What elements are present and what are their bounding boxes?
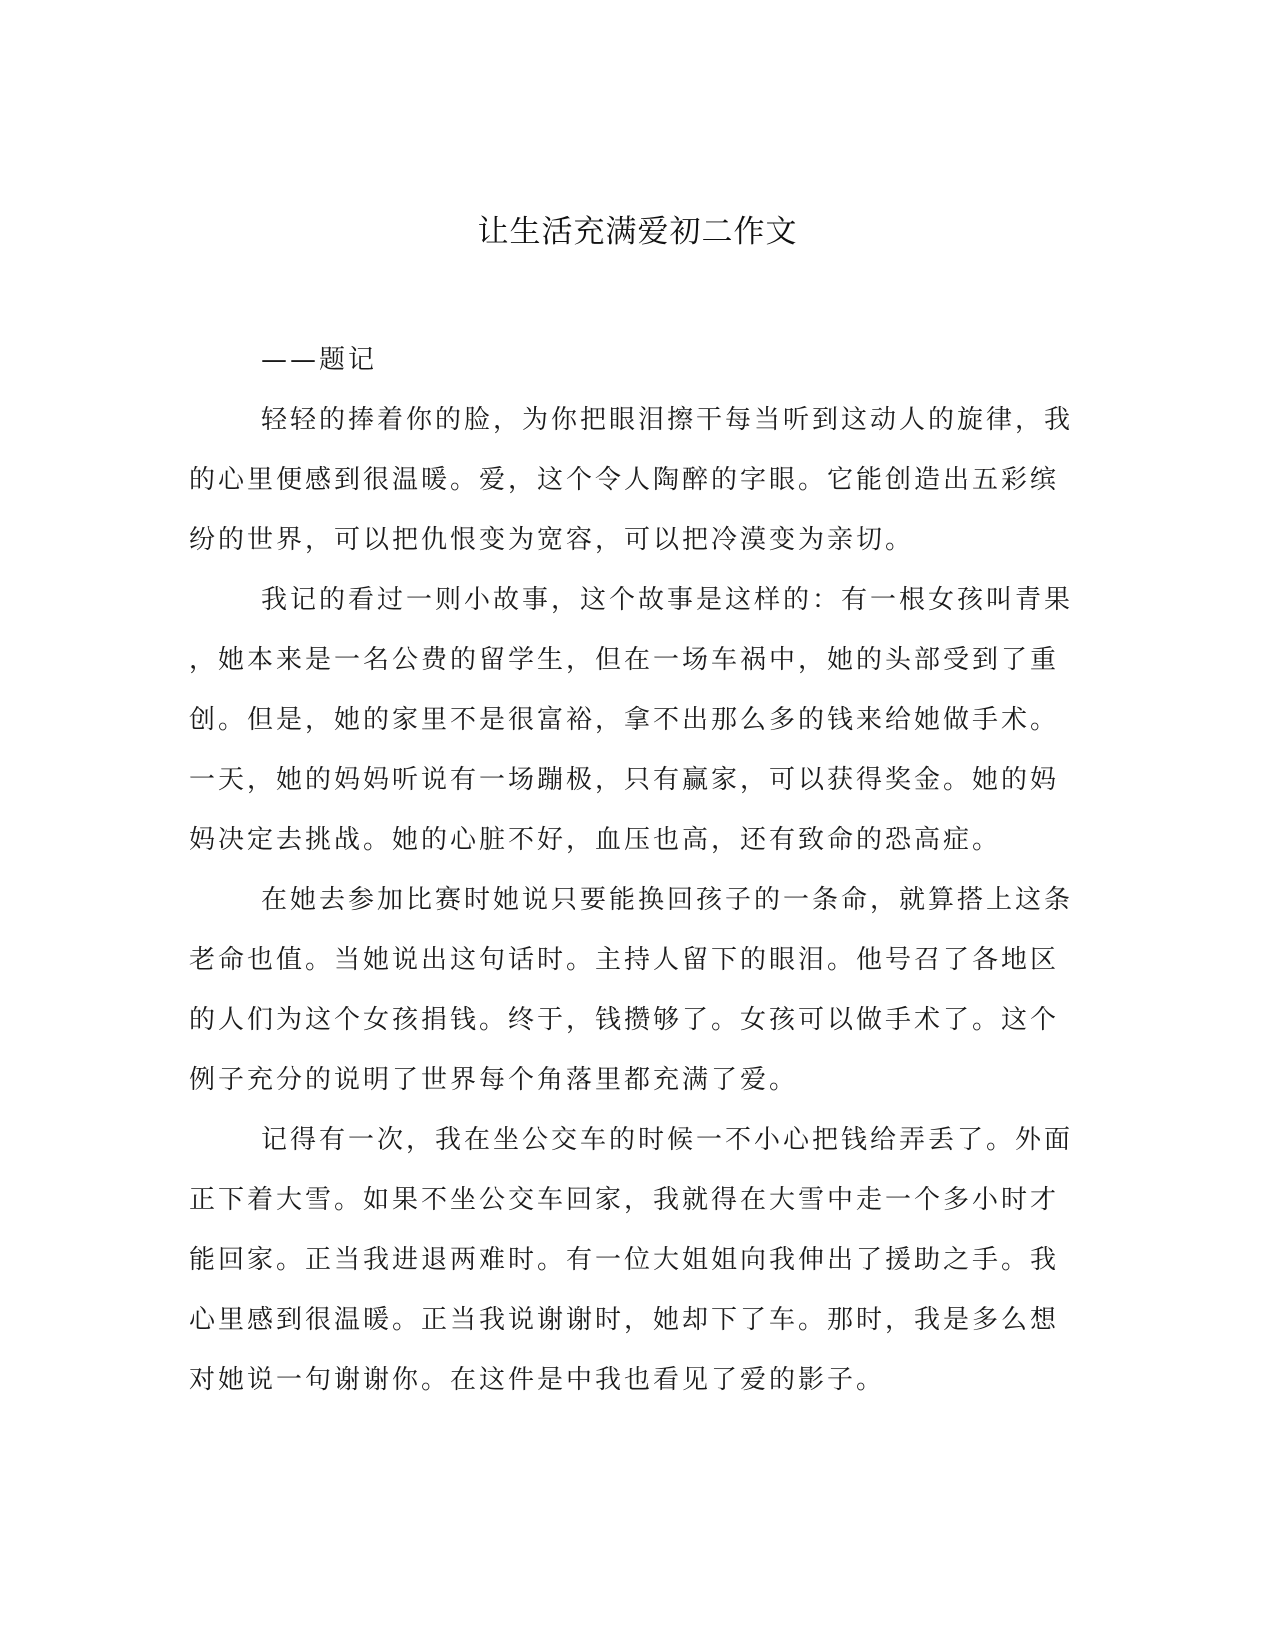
paragraph-2-line-1: 我记的看过一则小故事，这个故事是这样的：有一根女孩叫青果 [261, 585, 1074, 615]
paragraph-1-line-3: 纷的世界，可以把仇恨变为宽容，可以把冷漠变为亲切。 [189, 525, 915, 555]
paragraph-4-line-4: 心里感到很温暖。正当我说谢谢时，她却下了车。那时，我是多么想 [189, 1305, 1060, 1335]
paragraph-1-line-2: 的心里便感到很温暖。爱，这个令人陶醉的字眼。它能创造出五彩缤 [189, 465, 1060, 495]
epigraph-line: ——题记 [261, 345, 378, 375]
paragraph-2-line-5: 妈决定去挑战。她的心脏不好，血压也高，还有致命的恐高症。 [189, 825, 1002, 855]
paragraph-3-line-4: 例子充分的说明了世界每个角落里都充满了爱。 [189, 1065, 799, 1095]
document-title: 让生活充满爱初二作文 [477, 214, 798, 250]
paragraph-3-line-1: 在她去参加比赛时她说只要能换回孩子的一条命，就算搭上这条 [261, 885, 1074, 915]
paragraph-1-line-1: 轻轻的捧着你的脸，为你把眼泪擦干每当听到这动人的旋律，我 [261, 405, 1074, 435]
paragraph-3-line-3: 的人们为这个女孩捐钱。终于，钱攒够了。女孩可以做手术了。这个 [189, 1005, 1060, 1035]
paragraph-4-line-2: 正下着大雪。如果不坐公交车回家，我就得在大雪中走一个多小时才 [189, 1185, 1060, 1215]
paragraph-2-line-3: 创。但是，她的家里不是很富裕，拿不出那么多的钱来给她做手术。 [189, 705, 1060, 735]
paragraph-2-line-2: ，她本来是一名公费的留学生，但在一场车祸中，她的头部受到了重 [189, 645, 1060, 675]
document-body [189, 330, 1074, 1410]
paragraph-4-line-5: 对她说一句谢谢你。在这件是中我也看见了爱的影子。 [189, 1365, 886, 1395]
paragraph-4-line-1: 记得有一次，我在坐公交车的时候一不小心把钱给弄丢了。外面 [261, 1125, 1074, 1155]
paragraph-3-line-2: 老命也值。当她说出这句话时。主持人留下的眼泪。他号召了各地区 [189, 945, 1060, 975]
paragraph-2-line-4: 一天，她的妈妈听说有一场蹦极，只有赢家，可以获得奖金。她的妈 [189, 765, 1060, 795]
paragraph-4-line-3: 能回家。正当我进退两难时。有一位大姐姐向我伸出了援助之手。我 [189, 1245, 1060, 1275]
